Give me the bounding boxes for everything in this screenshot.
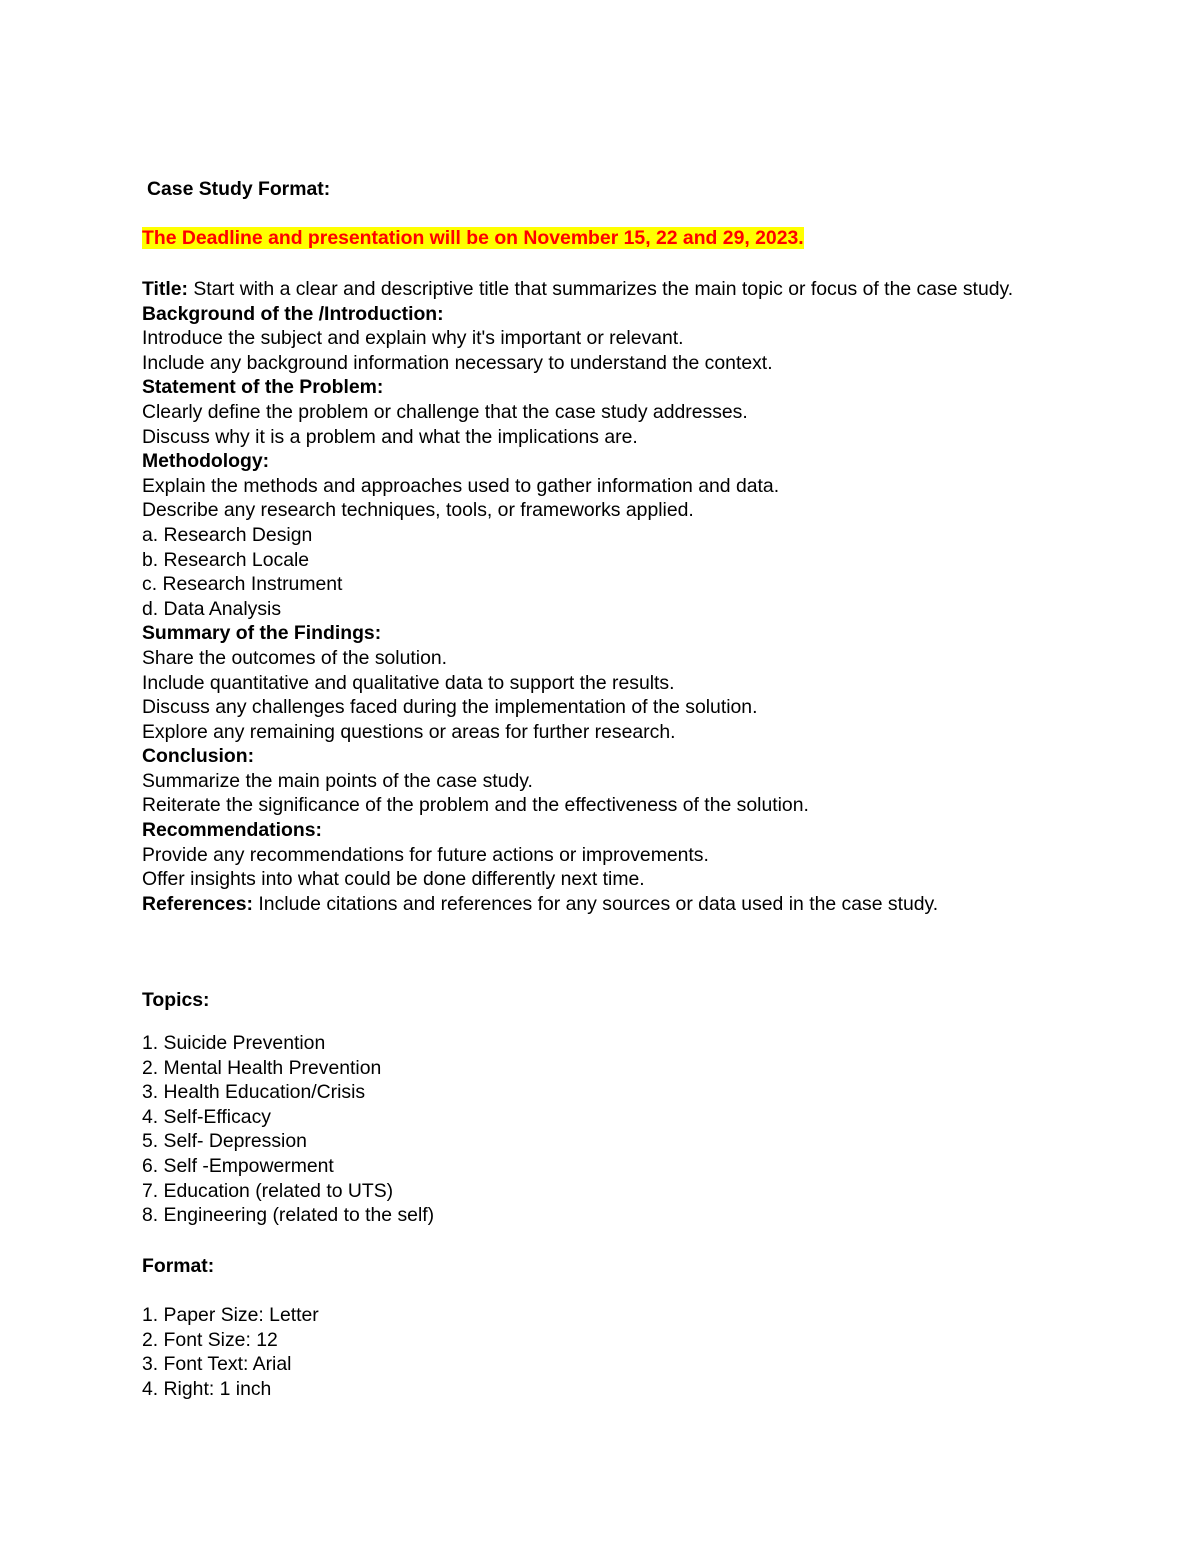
references-section bbox=[142, 892, 1102, 917]
problem-line: Discuss why it is a problem and what the implications are. bbox=[142, 425, 638, 448]
findings-heading: Summary of the Findings: bbox=[142, 622, 382, 645]
topic-item: 5. Self- Depression bbox=[142, 1130, 307, 1153]
findings-line: Include quantitative and qualitative data to support the results. bbox=[142, 671, 675, 694]
methodology-item: b. Research Locale bbox=[142, 548, 310, 571]
methodology-item: d. Data Analysis bbox=[142, 597, 282, 620]
conclusion-line: Reiterate the significance of the problem and the effectiveness of the solution. bbox=[142, 794, 809, 817]
background-line: Include any background information necessary to understand the context. bbox=[142, 351, 773, 374]
format-item: 3. Font Text: Arial bbox=[142, 1353, 292, 1376]
topic-item: 4. Self-Efficacy bbox=[142, 1105, 271, 1128]
conclusion-heading: Conclusion: bbox=[142, 745, 255, 768]
findings-line: Explore any remaining questions or areas for further research. bbox=[142, 720, 676, 743]
title-section-text: Start with a clear and descriptive title that summarizes the main topic or focus of the case study. bbox=[187, 278, 1014, 300]
methodology-heading: Methodology: bbox=[142, 450, 270, 473]
methodology-item: c. Research Instrument bbox=[142, 573, 343, 596]
background-heading: Background of the /Introduction: bbox=[142, 302, 444, 325]
topics-list bbox=[142, 1031, 1102, 1228]
problem-heading: Statement of the Problem: bbox=[142, 376, 384, 399]
recommendations-line: Provide any recommendations for future actions or improvements. bbox=[142, 843, 709, 866]
topic-item: 3. Health Education/Crisis bbox=[142, 1081, 366, 1104]
title-section-label: Title: bbox=[142, 278, 188, 300]
references-label: References: bbox=[142, 892, 254, 915]
case-study-sections bbox=[142, 277, 1102, 916]
recommendations-line: Offer insights into what could be done differently next time. bbox=[142, 868, 645, 891]
methodology-line: Explain the methods and approaches used to gather information and data. bbox=[142, 474, 780, 497]
methodology-item: a. Research Design bbox=[142, 523, 313, 546]
topic-item: 1. Suicide Prevention bbox=[142, 1032, 326, 1054]
format-item: 4. Right: 1 inch bbox=[142, 1377, 272, 1400]
document-title: Case Study Format: bbox=[147, 178, 331, 200]
topics-heading: Topics: bbox=[142, 989, 210, 1011]
topic-item: 2. Mental Health Prevention bbox=[142, 1056, 382, 1079]
topic-item: 8. Engineering (related to the self) bbox=[142, 1204, 435, 1227]
problem-line: Clearly define the problem or challenge that the case study addresses. bbox=[142, 400, 748, 423]
format-item: 2. Font Size: 12 bbox=[142, 1328, 278, 1351]
deadline-notice bbox=[142, 227, 804, 250]
format-item: 1. Paper Size: Letter bbox=[142, 1304, 319, 1326]
title-section bbox=[142, 277, 1102, 302]
findings-line: Discuss any challenges faced during the implementation of the solution. bbox=[142, 696, 758, 719]
recommendations-heading: Recommendations: bbox=[142, 819, 322, 842]
deadline-highlight: The Deadline and presentation will be on November 15, 22 and 29, 2023. bbox=[142, 227, 804, 249]
references-text: Include citations and references for any sources or data used in the case study. bbox=[253, 892, 939, 915]
conclusion-line: Summarize the main points of the case study. bbox=[142, 769, 533, 792]
format-list bbox=[142, 1303, 1102, 1401]
findings-line: Share the outcomes of the solution. bbox=[142, 646, 448, 669]
methodology-line: Describe any research techniques, tools, or frameworks applied. bbox=[142, 499, 694, 522]
topic-item: 6. Self -Empowerment bbox=[142, 1154, 334, 1177]
format-heading: Format: bbox=[142, 1255, 215, 1277]
topic-item: 7. Education (related to UTS) bbox=[142, 1179, 394, 1202]
background-line: Introduce the subject and explain why it's important or relevant. bbox=[142, 327, 684, 350]
